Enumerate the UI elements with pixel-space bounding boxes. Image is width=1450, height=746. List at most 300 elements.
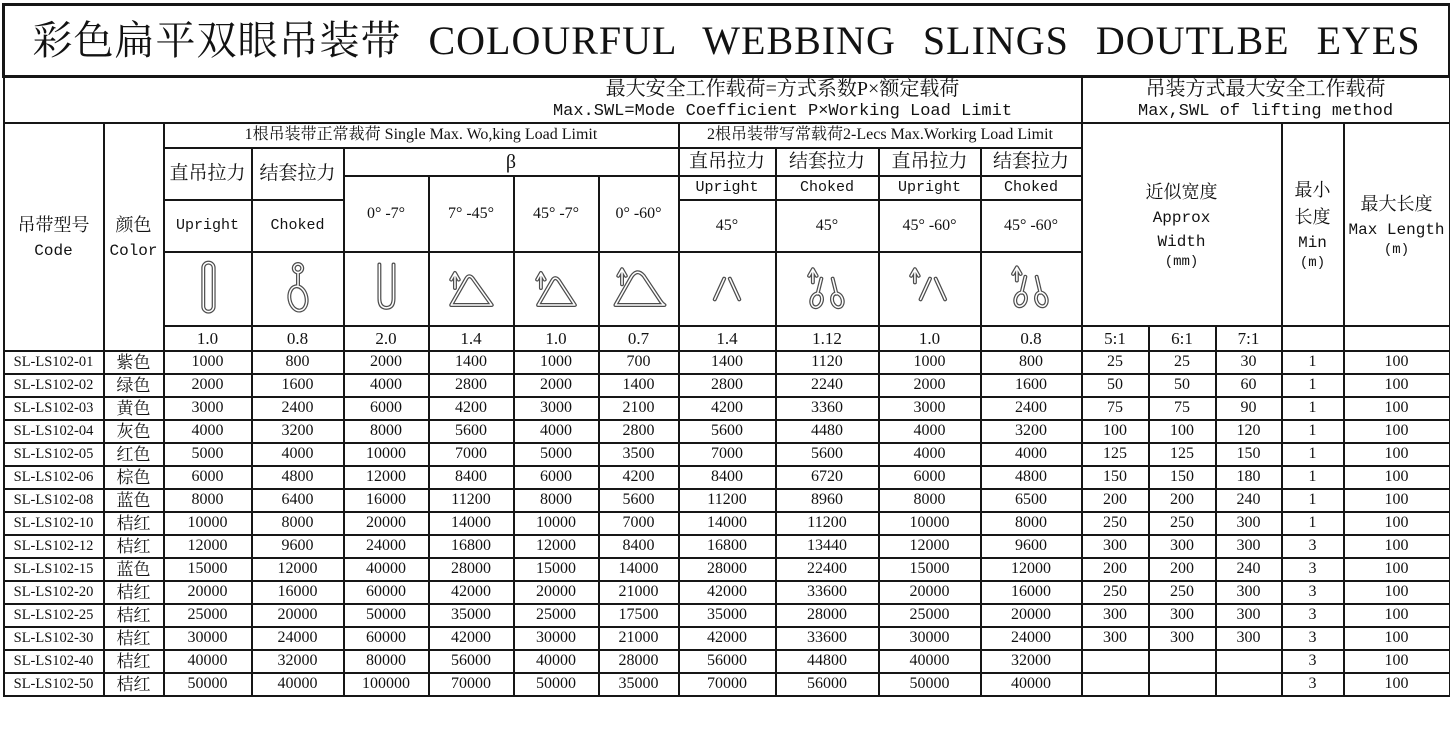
- load-value: 200: [1082, 558, 1149, 581]
- min-length-value: 1: [1282, 374, 1344, 397]
- load-value: 5600: [599, 489, 679, 512]
- load-value: 50: [1149, 374, 1216, 397]
- load-value: 1000: [514, 351, 599, 374]
- coefficient-cell: 0.8: [252, 326, 344, 351]
- load-value: 300: [1149, 627, 1216, 650]
- min-length-zh2: 长度: [1294, 207, 1331, 228]
- coefficient-cell: 1.12: [776, 326, 879, 351]
- width-ratio-cell: 7:1: [1216, 326, 1282, 351]
- load-value: 800: [252, 351, 344, 374]
- spec-row: [4, 650, 1450, 673]
- load-value: 28000: [776, 604, 879, 627]
- load-value: 250: [1149, 512, 1216, 535]
- beta-angle-2-header: 45° -7°: [514, 176, 599, 252]
- load-value: 28000: [679, 558, 776, 581]
- load-value: 7000: [429, 443, 514, 466]
- load-value: 30000: [879, 627, 981, 650]
- two-leg-angle-3-header: 45° -60°: [981, 200, 1082, 252]
- load-value: 32000: [252, 650, 344, 673]
- min-length-value: 1: [1282, 420, 1344, 443]
- load-value: 56000: [679, 650, 776, 673]
- load-value: 2000: [164, 374, 252, 397]
- formula-left-en: Max.SWL=Mode Coefficient P×Working Load Limit: [552, 102, 1013, 121]
- formula-header-right: [1082, 77, 1450, 124]
- load-value: 13440: [776, 535, 879, 558]
- sling-code: SL-LS102-04: [4, 420, 104, 443]
- load-value: 24000: [344, 535, 429, 558]
- load-value: 30000: [164, 627, 252, 650]
- max-length-zh: 最大长度: [1360, 193, 1433, 214]
- min-length-value: 3: [1282, 558, 1344, 581]
- load-value: 3200: [981, 420, 1082, 443]
- load-value: 40000: [981, 673, 1082, 696]
- load-value: 1600: [981, 374, 1082, 397]
- load-value: 240: [1216, 489, 1282, 512]
- coefficient-cell: 0.8: [981, 326, 1082, 351]
- load-value: 6720: [776, 466, 879, 489]
- load-value: 250: [1082, 512, 1149, 535]
- load-value: 4000: [252, 443, 344, 466]
- two-leg-upright-45-icon: [679, 252, 776, 326]
- load-value: 5000: [514, 443, 599, 466]
- min-length-value: 3: [1282, 604, 1344, 627]
- min-length-unit: (m): [1299, 255, 1326, 272]
- load-value: 1120: [776, 351, 879, 374]
- load-value: 17500: [599, 604, 679, 627]
- load-value: 44800: [776, 650, 879, 673]
- sling-color: 绿色: [104, 374, 164, 397]
- load-value: 12000: [252, 558, 344, 581]
- load-value: 60: [1216, 374, 1282, 397]
- max-length-value: 100: [1344, 650, 1450, 673]
- sling-code: SL-LS102-50: [4, 673, 104, 696]
- load-value: 22400: [776, 558, 879, 581]
- load-value: 200: [1149, 489, 1216, 512]
- load-value: 300: [1216, 535, 1282, 558]
- load-value: 1400: [429, 351, 514, 374]
- load-value: 5000: [164, 443, 252, 466]
- load-value: 1000: [879, 351, 981, 374]
- spec-row: [4, 374, 1450, 397]
- single-choked-icon: [252, 252, 344, 326]
- two-leg-upright-45-60-en-header: Upright: [879, 176, 981, 200]
- load-value: 2800: [429, 374, 514, 397]
- load-value: 180: [1216, 466, 1282, 489]
- load-value: 3000: [164, 397, 252, 420]
- max-length-value: 100: [1344, 489, 1450, 512]
- load-value: 24000: [981, 627, 1082, 650]
- two-leg-choked-45-en-header: Choked: [776, 176, 879, 200]
- load-value: 800: [981, 351, 1082, 374]
- load-value: 6000: [344, 397, 429, 420]
- coefficient-cell: 1.4: [429, 326, 514, 351]
- formula-right-zh: 吊装方式最大安全工作载荷: [1145, 78, 1386, 100]
- load-value: 300: [1216, 581, 1282, 604]
- min-length-value: 1: [1282, 466, 1344, 489]
- load-value: [1082, 650, 1149, 673]
- load-value: 150: [1149, 466, 1216, 489]
- sling-color: 蓝色: [104, 489, 164, 512]
- max-length-value: 100: [1344, 558, 1450, 581]
- two-leg-choked-45-zh-header: 结套拉力: [776, 148, 879, 176]
- sling-code: SL-LS102-08: [4, 489, 104, 512]
- load-value: 21000: [599, 581, 679, 604]
- load-value: 300: [1082, 535, 1149, 558]
- load-value: 2240: [776, 374, 879, 397]
- load-value: 12000: [344, 466, 429, 489]
- min-length-value: 1: [1282, 443, 1344, 466]
- sling-color: 桔红: [104, 650, 164, 673]
- empty-cell: [1282, 326, 1344, 351]
- load-value: [1216, 673, 1282, 696]
- load-value: 50000: [514, 673, 599, 696]
- load-value: 30000: [514, 627, 599, 650]
- load-value: 21000: [599, 627, 679, 650]
- max-length-value: 100: [1344, 351, 1450, 374]
- two-leg-choked-45-icon: [776, 252, 879, 326]
- load-value: 20000: [514, 581, 599, 604]
- min-length-value: 1: [1282, 489, 1344, 512]
- load-value: 30: [1216, 351, 1282, 374]
- beta-angle-0-header: 0° -7°: [344, 176, 429, 252]
- load-value: [1149, 650, 1216, 673]
- load-value: 300: [1082, 604, 1149, 627]
- spec-row: [4, 512, 1450, 535]
- sling-code: SL-LS102-06: [4, 466, 104, 489]
- load-value: 25000: [879, 604, 981, 627]
- load-value: 300: [1216, 512, 1282, 535]
- load-value: 8960: [776, 489, 879, 512]
- load-value: 8000: [981, 512, 1082, 535]
- code-header-en: Code: [34, 241, 73, 260]
- load-value: 1400: [599, 374, 679, 397]
- min-length-value: 1: [1282, 512, 1344, 535]
- spec-row: [4, 420, 1450, 443]
- coefficient-cell: 2.0: [344, 326, 429, 351]
- load-value: 3200: [252, 420, 344, 443]
- basket-7-45-icon: [429, 252, 514, 326]
- load-value: 250: [1082, 581, 1149, 604]
- load-value: 4200: [679, 397, 776, 420]
- load-value: 20000: [252, 604, 344, 627]
- two-leg-upright-45-zh-header: 直吊拉力: [679, 148, 776, 176]
- load-value: 2000: [344, 351, 429, 374]
- load-value: 300: [1216, 627, 1282, 650]
- load-value: 15000: [164, 558, 252, 581]
- load-value: 33600: [776, 627, 879, 650]
- load-value: 8000: [344, 420, 429, 443]
- sling-color: 蓝色: [104, 558, 164, 581]
- load-value: 35000: [599, 673, 679, 696]
- basket-0-60-icon: [599, 252, 679, 326]
- load-value: 42000: [679, 581, 776, 604]
- load-value: 7000: [679, 443, 776, 466]
- load-value: 10000: [164, 512, 252, 535]
- width-header-zh: 近似宽度: [1145, 181, 1218, 202]
- load-value: 14000: [679, 512, 776, 535]
- load-value: 32000: [981, 650, 1082, 673]
- max-length-en: Max Length: [1348, 220, 1445, 239]
- load-value: 3000: [879, 397, 981, 420]
- load-value: 24000: [252, 627, 344, 650]
- load-value: 10000: [879, 512, 981, 535]
- load-value: 90: [1216, 397, 1282, 420]
- max-length-value: 100: [1344, 673, 1450, 696]
- load-value: 6000: [879, 466, 981, 489]
- sling-color: 桔红: [104, 581, 164, 604]
- load-value: 28000: [429, 558, 514, 581]
- load-value: 4800: [252, 466, 344, 489]
- width-header-en1: Approx: [1152, 208, 1211, 227]
- load-value: 3000: [514, 397, 599, 420]
- load-value: 14000: [599, 558, 679, 581]
- load-value: 16800: [679, 535, 776, 558]
- load-value: 25000: [514, 604, 599, 627]
- coefficient-cell: 1.0: [514, 326, 599, 351]
- beta-header: β: [344, 148, 679, 176]
- single-vertical-icon: [164, 252, 252, 326]
- load-value: 10000: [344, 443, 429, 466]
- load-value: 42000: [429, 581, 514, 604]
- load-value: 2800: [599, 420, 679, 443]
- load-value: 6000: [164, 466, 252, 489]
- load-value: 300: [1216, 604, 1282, 627]
- sling-code: SL-LS102-12: [4, 535, 104, 558]
- sling-code: SL-LS102-10: [4, 512, 104, 535]
- code-header-zh: 吊带型号: [17, 214, 90, 235]
- load-value: 4000: [879, 443, 981, 466]
- sling-code: SL-LS102-03: [4, 397, 104, 420]
- coefficient-cell: 1.0: [164, 326, 252, 351]
- spec-row: [4, 581, 1450, 604]
- load-value: 8000: [252, 512, 344, 535]
- load-value: 200: [1149, 558, 1216, 581]
- single-upright-zh-header: 直吊拉力: [164, 148, 252, 200]
- width-ratio-cell: 5:1: [1082, 326, 1149, 351]
- single-choked-zh-header: 结套拉力: [252, 148, 344, 200]
- load-value: 150: [1216, 443, 1282, 466]
- page-title: 彩色扁平双眼吊装带 COLOURFUL WEBBING SLINGS DOUTLBE EYES: [4, 5, 1450, 77]
- sling-spec-table: [2, 3, 1450, 697]
- load-value: 12000: [164, 535, 252, 558]
- basket-0-7-icon: [344, 252, 429, 326]
- load-value: 16000: [981, 581, 1082, 604]
- load-value: 100000: [344, 673, 429, 696]
- load-value: 5600: [429, 420, 514, 443]
- load-value: 3360: [776, 397, 879, 420]
- max-length-value: 100: [1344, 374, 1450, 397]
- load-value: 40000: [164, 650, 252, 673]
- load-value: 300: [1149, 604, 1216, 627]
- load-value: 70000: [429, 673, 514, 696]
- max-length-value: 100: [1344, 581, 1450, 604]
- single-upright-en-header: Upright: [164, 200, 252, 252]
- spec-row: [4, 466, 1450, 489]
- col-header-code: [4, 123, 104, 351]
- max-length-value: 100: [1344, 512, 1450, 535]
- max-length-value: 100: [1344, 535, 1450, 558]
- load-value: 8000: [514, 489, 599, 512]
- coefficient-cell: 1.4: [679, 326, 776, 351]
- load-value: 11200: [776, 512, 879, 535]
- spec-row: [4, 627, 1450, 650]
- section-header-single: 1根吊装带正常裁荷 Single Max. Wo,king Load Limit: [164, 123, 679, 148]
- sling-code: SL-LS102-25: [4, 604, 104, 627]
- min-length-value: 3: [1282, 627, 1344, 650]
- load-value: 28000: [599, 650, 679, 673]
- load-value: 20000: [164, 581, 252, 604]
- load-value: 20000: [981, 604, 1082, 627]
- load-value: 250: [1149, 581, 1216, 604]
- color-header-zh: 颜色: [115, 214, 152, 235]
- load-value: 300: [1149, 535, 1216, 558]
- load-value: 80000: [344, 650, 429, 673]
- load-value: 2400: [252, 397, 344, 420]
- load-value: 4000: [879, 420, 981, 443]
- spec-row: [4, 558, 1450, 581]
- load-value: 4200: [599, 466, 679, 489]
- load-value: 2100: [599, 397, 679, 420]
- load-value: 300: [1082, 627, 1149, 650]
- load-value: 75: [1082, 397, 1149, 420]
- load-value: 16000: [252, 581, 344, 604]
- load-value: 11200: [679, 489, 776, 512]
- load-value: 20000: [344, 512, 429, 535]
- two-leg-choked-45-60-en-header: Choked: [981, 176, 1082, 200]
- load-value: 15000: [514, 558, 599, 581]
- load-value: 50: [1082, 374, 1149, 397]
- load-value: 42000: [429, 627, 514, 650]
- width-header-en2: Width: [1157, 232, 1206, 251]
- load-value: 25: [1082, 351, 1149, 374]
- load-value: 12000: [514, 535, 599, 558]
- max-length-value: 100: [1344, 397, 1450, 420]
- min-length-value: 3: [1282, 673, 1344, 696]
- section-header-two-leg: 2根吊装带写常载荷2-Lecs Max.Workirg Load Limit: [679, 123, 1082, 148]
- max-length-value: 100: [1344, 466, 1450, 489]
- load-value: 20000: [879, 581, 981, 604]
- two-leg-upright-45-60-zh-header: 直吊拉力: [879, 148, 981, 176]
- basket-45-7-icon: [514, 252, 599, 326]
- two-leg-angle-0-header: 45°: [679, 200, 776, 252]
- load-value: 125: [1149, 443, 1216, 466]
- load-value: 7000: [599, 512, 679, 535]
- load-value: 100: [1149, 420, 1216, 443]
- load-value: 16800: [429, 535, 514, 558]
- load-value: 40000: [252, 673, 344, 696]
- max-length-unit: (m): [1383, 241, 1410, 258]
- load-value: 10000: [514, 512, 599, 535]
- load-value: 50000: [164, 673, 252, 696]
- max-length-value: 100: [1344, 443, 1450, 466]
- load-value: 16000: [344, 489, 429, 512]
- col-header-color: [104, 123, 164, 351]
- load-value: [1082, 673, 1149, 696]
- min-length-value: 3: [1282, 535, 1344, 558]
- load-value: 50000: [344, 604, 429, 627]
- beta-angle-3-header: 0° -60°: [599, 176, 679, 252]
- sling-color: 黄色: [104, 397, 164, 420]
- load-value: 40000: [879, 650, 981, 673]
- load-value: 25: [1149, 351, 1216, 374]
- single-choked-en-header: Choked: [252, 200, 344, 252]
- load-value: 35000: [429, 604, 514, 627]
- load-value: 70000: [679, 673, 776, 696]
- load-value: 150: [1082, 466, 1149, 489]
- sling-code: SL-LS102-01: [4, 351, 104, 374]
- load-value: 42000: [679, 627, 776, 650]
- load-value: 240: [1216, 558, 1282, 581]
- load-value: 75: [1149, 397, 1216, 420]
- color-header-en: Color: [109, 241, 158, 260]
- load-value: 33600: [776, 581, 879, 604]
- load-value: 120: [1216, 420, 1282, 443]
- load-value: 8400: [679, 466, 776, 489]
- spec-row: [4, 351, 1450, 374]
- sling-color: 桔红: [104, 535, 164, 558]
- load-value: 12000: [879, 535, 981, 558]
- sling-color: 桔红: [104, 627, 164, 650]
- two-leg-angle-1-header: 45°: [776, 200, 879, 252]
- sling-color: 灰色: [104, 420, 164, 443]
- max-length-value: 100: [1344, 604, 1450, 627]
- sling-color: 桔红: [104, 673, 164, 696]
- min-length-value: 1: [1282, 397, 1344, 420]
- two-leg-upright-45-en-header: Upright: [679, 176, 776, 200]
- sling-color: 红色: [104, 443, 164, 466]
- load-value: [1216, 650, 1282, 673]
- max-length-value: 100: [1344, 627, 1450, 650]
- load-value: 60000: [344, 581, 429, 604]
- coefficient-cell: 0.7: [599, 326, 679, 351]
- load-value: 40000: [514, 650, 599, 673]
- max-length-value: 100: [1344, 420, 1450, 443]
- load-value: 8000: [164, 489, 252, 512]
- formula-header-left: [4, 77, 1082, 124]
- spec-row: [4, 535, 1450, 558]
- spec-row: [4, 397, 1450, 420]
- load-value: 11200: [429, 489, 514, 512]
- load-value: 2800: [679, 374, 776, 397]
- load-value: 4000: [164, 420, 252, 443]
- load-value: 9600: [981, 535, 1082, 558]
- min-length-en: Min: [1298, 234, 1327, 253]
- load-value: 5600: [776, 443, 879, 466]
- load-value: 56000: [776, 673, 879, 696]
- sling-color: 棕色: [104, 466, 164, 489]
- load-value: 15000: [879, 558, 981, 581]
- load-value: 56000: [429, 650, 514, 673]
- load-value: 50000: [879, 673, 981, 696]
- min-length-value: 1: [1282, 351, 1344, 374]
- load-value: 4800: [981, 466, 1082, 489]
- spec-row: [4, 604, 1450, 627]
- load-value: 700: [599, 351, 679, 374]
- two-leg-upright-45-60-icon: [879, 252, 981, 326]
- two-leg-choked-45-60-icon: [981, 252, 1082, 326]
- sling-code: SL-LS102-20: [4, 581, 104, 604]
- min-length-value: 3: [1282, 650, 1344, 673]
- load-value: 1600: [252, 374, 344, 397]
- formula-left-zh: 最大安全工作载荷=方式系数P×额定载荷: [605, 78, 960, 100]
- width-ratio-cell: 6:1: [1149, 326, 1216, 351]
- load-value: 4000: [981, 443, 1082, 466]
- sling-color: 紫色: [104, 351, 164, 374]
- formula-right-en: Max,SWL of lifting method: [1138, 102, 1394, 121]
- sling-code: SL-LS102-15: [4, 558, 104, 581]
- load-value: 4000: [344, 374, 429, 397]
- coefficient-cell: 1.0: [879, 326, 981, 351]
